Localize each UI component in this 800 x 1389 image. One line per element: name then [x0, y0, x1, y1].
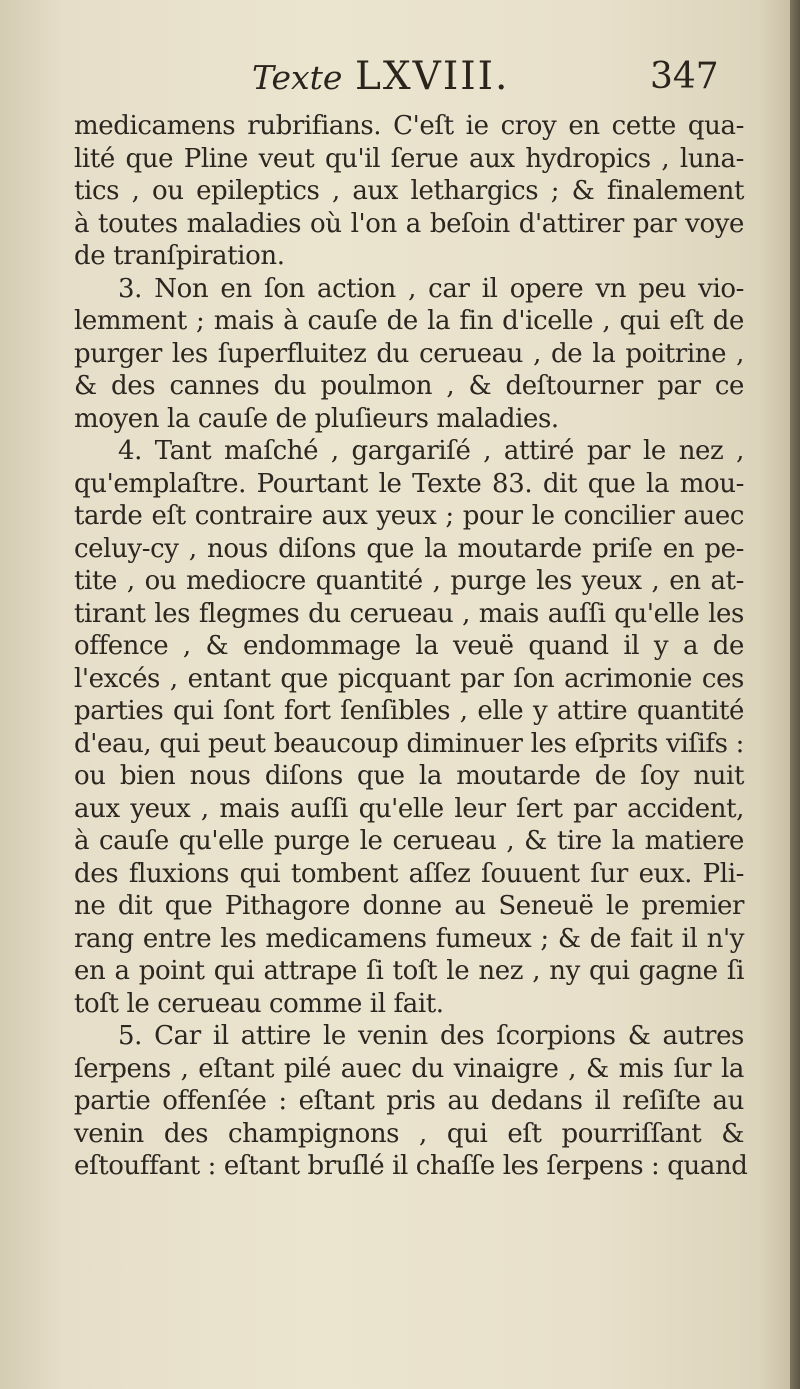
- page-body: [74, 110, 748, 1183]
- text-line: & des cannes du poulmon , & deſtourner par ce: [74, 371, 744, 401]
- book-edge: [790, 0, 800, 1389]
- text-line: moyen la cauſe de pluſieurs maladies.: [74, 403, 559, 434]
- text-line: offence , & endommage la veuë quand il y a de: [74, 631, 744, 661]
- text-line: tite , ou mediocre quantité , purge les yeux , en at-: [74, 566, 744, 596]
- page-header: [0, 50, 790, 110]
- text-line: rang entre les medicamens fumeux ; & de fait il n'y: [74, 923, 744, 954]
- text-line: 3. Non en ſon action , car il opere vn peu vio-: [118, 273, 744, 304]
- text-line: lité que Pline veut qu'il ſerue aux hydropics , luna-: [74, 143, 744, 174]
- running-title-italic: Texte: [252, 58, 343, 97]
- text-line: en a point qui attrape ſi toſt le nez , ny qui gagne ſi: [74, 956, 744, 986]
- text-line: medicamens rubrifians. C'eſt ie croy en cette qua-: [74, 111, 744, 141]
- text-line: venin des champignons , qui eſt pourriſſant &: [74, 1118, 744, 1149]
- text-line: aux yeux , mais auſſi qu'elle leur ſert par accident,: [74, 793, 744, 824]
- text-line: eſtouffant : eſtant bruſlé il chaſſe les ſerpens : quand: [74, 1151, 748, 1181]
- text-line: ou bien nous diſons que la moutarde de ſoy nuit: [74, 761, 744, 791]
- text-line: tarde eſt contraire aux yeux ; pour le concilier auec: [74, 501, 744, 531]
- text-line: de tranſpiration.: [74, 241, 285, 271]
- text-line: tics , ou epileptics , aux lethargics ; & finalement: [74, 176, 744, 206]
- text-line: à cauſe qu'elle purge le cerueau , & tire la matiere: [74, 826, 744, 856]
- text-line: parties qui ſont fort ſenſibles , elle y attire quantité: [74, 696, 744, 726]
- text-line: purger les ſuperfluitez du cerueau , de la poitrine ,: [74, 338, 744, 369]
- text-line: ne dit que Pithagore donne au Seneuë le premier: [74, 891, 744, 921]
- text-line: tirant les flegmes du cerueau , mais auſſi qu'elle les: [74, 598, 744, 629]
- text-line: ſerpens , eſtant pilé auec du vinaigre , & mis ſur la: [74, 1053, 744, 1084]
- text-line: qu'emplaſtre. Pourtant le Texte 83. dit que la mou-: [74, 468, 744, 499]
- text-line: des fluxions qui tombent aſſez ſouuent ſur eux. Pli-: [74, 858, 744, 889]
- text-line: partie offenſée : eſtant pris au dedans il reſiſte au: [74, 1086, 744, 1116]
- text-line: lemment ; mais à cauſe de la fin d'icelle , qui eſt de: [74, 306, 744, 336]
- text-line: 5. Car il attire le venin des ſcorpions & autres: [118, 1021, 744, 1051]
- text-line: celuy-cy , nous diſons que la moutarde priſe en pe-: [74, 533, 744, 564]
- running-title-number: LXVIII.: [355, 54, 510, 99]
- text-line: à toutes maladies où l'on a beſoin d'attirer par voye: [74, 208, 744, 239]
- text-line: 4. Tant maſché , gargariſé , attiré par le nez ,: [118, 436, 744, 466]
- page-number: 347: [650, 56, 719, 97]
- text-line: l'excés , entant que picquant par ſon acrimonie ces: [74, 663, 744, 694]
- text-line: toſt le cerueau comme il fait.: [74, 988, 444, 1019]
- text-line: d'eau, qui peut beaucoup diminuer les eſprits viſifs :: [74, 728, 744, 759]
